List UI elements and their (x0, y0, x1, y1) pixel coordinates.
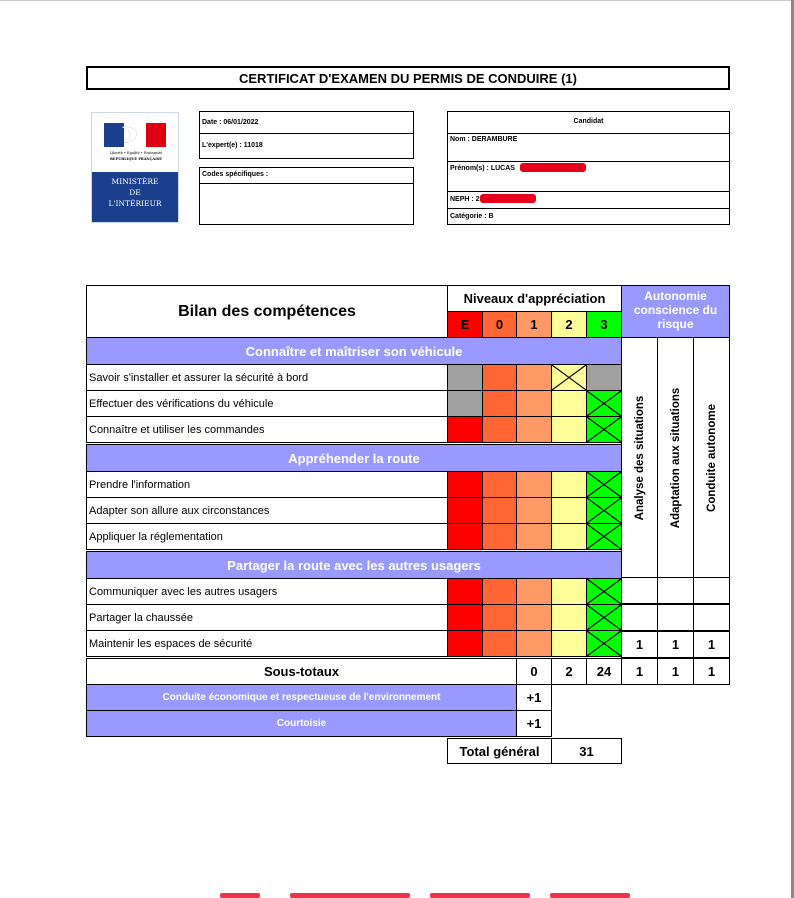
level-cell[interactable] (447, 390, 483, 417)
level-cell[interactable] (482, 390, 517, 417)
skill-label: Maintenir les espaces de sécurité (86, 630, 448, 657)
autonomie-col-3-label: Conduite autonome (706, 404, 718, 512)
level-cell[interactable] (447, 416, 483, 443)
autonomie-col-1 (621, 337, 658, 578)
level-cell[interactable] (551, 471, 587, 498)
level-cell[interactable] (586, 578, 622, 605)
level-cell[interactable] (551, 416, 587, 443)
divider (200, 183, 413, 184)
autonomie-col-2 (657, 337, 694, 578)
total-label: Total général (447, 738, 552, 764)
autonomie-cell[interactable]: 1 (621, 631, 658, 658)
level-cell[interactable] (516, 364, 552, 391)
autonomie-cell[interactable] (693, 604, 730, 631)
level-cell[interactable] (551, 390, 587, 417)
logo-ministry-line2: DE (129, 188, 141, 197)
autonomie-col-2-label: Adaptation aux situations (670, 387, 682, 529)
check-cross-icon (587, 579, 621, 604)
level-cell[interactable] (516, 497, 552, 524)
total-value: 31 (551, 738, 622, 764)
level-cell[interactable] (586, 364, 622, 391)
autonomie-cell[interactable] (657, 577, 694, 604)
level-cell[interactable] (482, 578, 517, 605)
divider (200, 133, 413, 134)
candidate-box (447, 111, 730, 225)
eco-driving-label: Conduite économique et respectueuse de l'environnement (86, 684, 517, 711)
marianne-flag-icon (104, 123, 166, 147)
bilan-title: Bilan des compétences (86, 285, 448, 338)
autonomie-title: Autonomie conscience du risque (621, 285, 730, 338)
level-cell[interactable] (482, 523, 517, 550)
section-band: Appréhender la route (86, 444, 622, 472)
candidate-name: Nom : DERAMBURE (450, 136, 518, 143)
autonomie-cell[interactable]: 1 (657, 631, 694, 658)
codes-box (199, 167, 414, 225)
level-cell[interactable] (551, 497, 587, 524)
sous-total-auto-2: 1 (657, 658, 694, 685)
check-cross-icon (587, 498, 621, 523)
divider (448, 133, 729, 134)
level-cell[interactable] (482, 471, 517, 498)
cropped-red-text (550, 893, 630, 898)
page-top-edge (0, 0, 794, 1)
level-cell[interactable] (551, 364, 587, 391)
cropped-red-text (430, 893, 530, 898)
skill-label: Effectuer des vérifications du véhicule (86, 390, 448, 417)
sous-totaux-label: Sous-totaux (86, 658, 517, 685)
divider (448, 191, 729, 192)
level-header-2: 1 (516, 311, 552, 338)
sous-total-auto-1: 1 (621, 658, 658, 685)
autonomie-col-3 (693, 337, 730, 578)
sous-total-auto-3: 1 (693, 658, 730, 685)
section-band: Connaître et maîtriser son véhicule (86, 337, 622, 365)
autonomie-cell[interactable] (621, 577, 658, 604)
level-header-3: 2 (551, 311, 587, 338)
logo-ministry-line3: L'INTÉRIEUR (108, 199, 162, 208)
exam-date: Date : 06/01/2022 (202, 119, 259, 126)
level-cell[interactable] (447, 604, 483, 631)
check-cross-icon (587, 391, 621, 416)
level-cell[interactable] (482, 497, 517, 524)
candidate-header: Candidat (573, 118, 604, 125)
courtesy-label: Courtoisie (86, 710, 517, 737)
skill-label: Appliquer la réglementation (86, 523, 448, 550)
level-cell[interactable] (586, 523, 622, 550)
level-header-0: E (447, 311, 483, 338)
expert-id: L'expert(e) : 11018 (202, 142, 263, 149)
autonomie-cell[interactable] (693, 577, 730, 604)
level-cell[interactable] (586, 604, 622, 631)
ministry-logo (91, 112, 179, 223)
level-cell[interactable] (447, 471, 483, 498)
level-cell[interactable] (586, 390, 622, 417)
logo-republic: RÉPUBLIQUE FRANÇAISE (110, 157, 162, 161)
level-cell[interactable] (516, 390, 552, 417)
level-cell[interactable] (586, 416, 622, 443)
level-cell[interactable] (586, 497, 622, 524)
divider (448, 208, 729, 209)
level-cell[interactable] (482, 604, 517, 631)
autonomie-col-1-label: Analyse des situations (634, 395, 646, 521)
skill-label: Adapter son allure aux circonstances (86, 497, 448, 524)
level-cell[interactable] (482, 364, 517, 391)
skill-label: Partager la chaussée (86, 604, 448, 631)
check-cross-icon (587, 472, 621, 497)
level-cell[interactable] (482, 416, 517, 443)
check-cross-icon (587, 631, 621, 656)
level-cell[interactable] (447, 523, 483, 550)
skill-label: Savoir s'installer et assurer la sécurité à bord (86, 364, 448, 391)
codes-label: Codes spécifiques : (202, 171, 269, 178)
check-cross-icon (587, 417, 621, 442)
autonomie-cell[interactable] (657, 604, 694, 631)
level-cell[interactable] (586, 630, 622, 657)
skill-label: Communiquer avec les autres usagers (86, 578, 448, 605)
autonomie-cell[interactable]: 1 (693, 631, 730, 658)
skill-label: Prendre l'information (86, 471, 448, 498)
cropped-red-text (220, 893, 260, 898)
level-cell[interactable] (482, 630, 517, 657)
level-header-4: 3 (586, 311, 622, 338)
level-cell[interactable] (447, 364, 483, 391)
check-cross-icon (587, 524, 621, 549)
level-cell[interactable] (551, 578, 587, 605)
sous-total-1: 0 (516, 658, 552, 685)
eco-driving-value: +1 (516, 684, 552, 711)
courtesy-value: +1 (516, 710, 552, 737)
niveaux-title: Niveaux d'appréciation (447, 285, 622, 312)
level-cell[interactable] (586, 471, 622, 498)
autonomie-cell[interactable] (621, 604, 658, 631)
candidate-firstname: Prénom(s) : LUCAS (450, 165, 515, 172)
redaction-mark (480, 194, 536, 203)
redaction-mark (520, 163, 586, 172)
document-title: CERTIFICAT D'EXAMEN DU PERMIS DE CONDUIRE (1) (86, 66, 730, 90)
sous-total-3: 24 (586, 658, 622, 685)
level-cell[interactable] (516, 523, 552, 550)
check-cross-icon (587, 605, 621, 630)
candidate-category: Catégorie : B (450, 213, 494, 220)
cropped-red-text (290, 893, 410, 898)
level-cell[interactable] (551, 630, 587, 657)
section-band: Partager la route avec les autres usagers (86, 551, 622, 579)
candidate-neph: NEPH : 2 (450, 196, 480, 203)
level-cell[interactable] (447, 497, 483, 524)
level-header-1: 0 (482, 311, 517, 338)
level-cell[interactable] (516, 416, 552, 443)
level-cell[interactable] (447, 578, 483, 605)
level-cell[interactable] (551, 604, 587, 631)
level-cell[interactable] (516, 578, 552, 605)
check-cross-icon (552, 365, 586, 390)
level-cell[interactable] (447, 630, 483, 657)
level-cell[interactable] (516, 604, 552, 631)
sous-total-2: 2 (551, 658, 587, 685)
divider (448, 161, 729, 162)
exam-info-box (199, 111, 414, 159)
logo-ministry-block (92, 172, 178, 222)
level-cell[interactable] (516, 630, 552, 657)
skill-label: Connaître et utiliser les commandes (86, 416, 448, 443)
logo-ministry-line1: MINISTÈRE (111, 177, 159, 186)
level-cell[interactable] (551, 523, 587, 550)
logo-motto: Liberté • Égalité • Fraternité (109, 151, 163, 155)
level-cell[interactable] (516, 471, 552, 498)
